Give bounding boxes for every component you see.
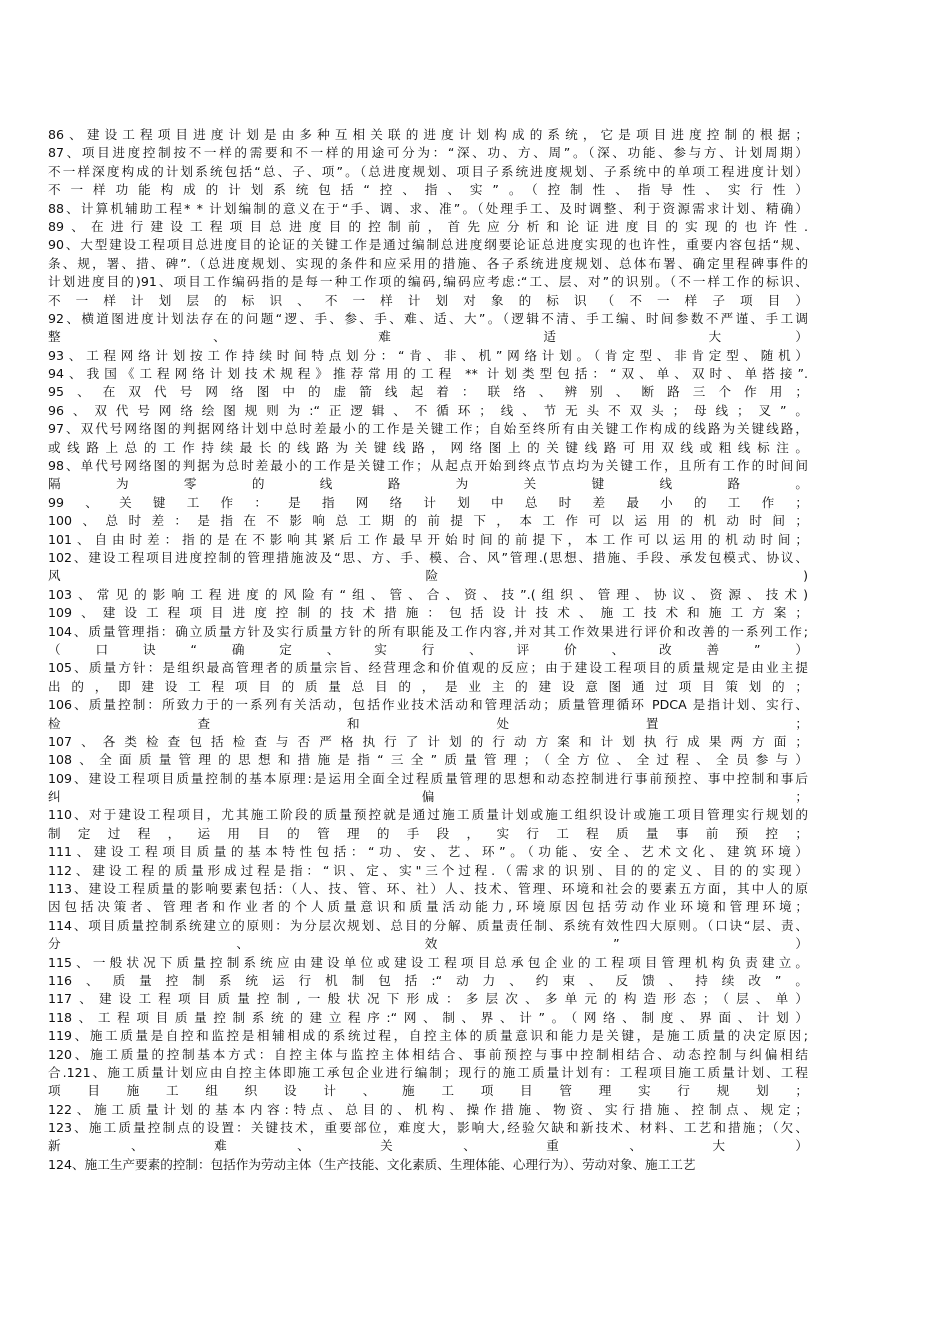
text-line: 风险): [48, 568, 808, 584]
text-line: 96、双代号网络绘图规则为:“正逻辑、不循环；线、节无头不双头；母线；叉”。: [48, 402, 808, 418]
text-line: 100、总时差：是指在不影响总工期的前提下，本工作可以运用的机动时间；: [48, 513, 808, 529]
text-line: 102、建设工程项目进度控制的管理措施波及“思、方、手、模、合、风”管理.(思想、措施、手段、承发包模式、协议、: [48, 549, 808, 565]
text-line: 或线路上总的工作持续最长的线路为关键线路，网络图上的关键线路可用双线或粗线标注。: [48, 439, 808, 455]
text-line: 116、质量控制系统运行机制包括:“动力、约束、反馈、持续改”。: [48, 972, 808, 988]
text-line: 118、工程项目质量控制系统的建立程序:“网、制、界、计”。（网络、制度、界面、计划）: [48, 1009, 808, 1025]
text-line: 114、项目质量控制系统建立的原则：为分层次规划、总目的分解、质量责任制、系统有效性四大原则。（口诀“层、责、: [48, 917, 808, 933]
text-line: 纠偏；: [48, 789, 808, 805]
text-line: 87、项目进度控制按不一样的需要和不一样的用途可分为：“深、功、方、周”。（深、功能、参与方、计划周期）: [48, 145, 808, 161]
text-line: 95、在双代号网络图中的虚箭线起着：联络、辨别、断路三个作用；: [48, 384, 808, 400]
text-line: 不一样深度构成的计划系统包括“总、子、项”。（总进度规划、项目子系统进度规划、子系统中的单项工程进度计划）: [48, 163, 808, 179]
text-line: 不一样功能构成的计划系统包括“控、指、实”。（控制性、指导性、实行性）: [48, 182, 808, 198]
text-line: 合.121、施工质量计划应由自控主体即施工承包企业进行编制；现行的施工质量计划有：工程项目施工质量计划、工程: [48, 1064, 808, 1080]
text-line: 计划进度目的)91、项目工作编码指的是每一种工作项的编码,编码应考虑:“工、层、对”的识别。（不一样工作的标识、: [48, 274, 808, 290]
text-line: 123、施工质量控制点的设置：关键技术，重要部位，难度大，影响大,经验欠缺和新技术、材料、工艺和措施；（欠、: [48, 1120, 808, 1136]
text-line: 隔为零的线路为关键线路。: [48, 476, 808, 492]
text-line: 111、建设工程项目质量的基本特性包括：“功、安、艺、环”。（功能、安全、艺术文化、建筑环境）: [48, 844, 808, 860]
text-line: 条、规，署、措、碑”.（总进度规划、实现的条件和应采用的措施、各子系统进度规划、总体布署、确定里程碑事件的: [48, 255, 808, 271]
text-line: 整 、 难 适 大）: [48, 329, 808, 345]
text-line: 新、难、关、重、大）: [48, 1138, 808, 1154]
text-line: 107、各类检查包括检查与否严格执行了计划的行动方案和计划执行成果两方面；: [48, 733, 808, 749]
text-line: 90、大型建设工程项目总进度目的论证的关键工作是通过编制总进度纲要论证总进度实现的也许性，重要内容包括“规、: [48, 237, 808, 253]
text-line: 108、全面质量管理的思想和措施是指“三全”质量管理；（全方位、全过程、全员参与）: [48, 752, 808, 768]
text-line: 出的，即建设工程项目的质量总目的，是业主的建设意图通过项目策划的；: [48, 678, 808, 694]
text-line: 110、对于建设工程项目，尤其施工阶段的质量预控就是通过施工质量计划或施工组织设计或施工项目管理实行规划的: [48, 807, 808, 823]
text-line: 制定过程，运用目的管理的手段，实行工程质量事前预控；: [48, 825, 808, 841]
text-line: 项目施工组织设计、施工项目管理实行规划；: [48, 1083, 808, 1099]
text-line: 分、效”）: [48, 936, 808, 952]
text-line: 117、建设工程项目质量控制,一般状况下形成：多层次、多单元的构造形态；（层、单）: [48, 991, 808, 1007]
text-line: 97、双代号网络图的判据网络计划中总时差最小的工作是关键工作；自始至终所有由关键工作构成的线路为关键线路，: [48, 421, 808, 437]
text-line: 93、工程网络计划按工作持续时间特点划分：“肯、非、机”网络计划。（肯定型、非肯定型、随机）: [48, 347, 808, 363]
text-line: 103、常见的影响工程进度的风险有“组、管、合、资、技”.(组织、管理、协议、资源、技术): [48, 586, 808, 602]
text-line: 105、质量方针：是组织最高管理者的质量宗旨、经营理念和价值观的反应；由于建设工程项目的质量规定是由业主提: [48, 660, 808, 676]
text-line: 109、建设工程项目进度控制的技术措施：包括设计技术、施工技术和施工方案；: [48, 605, 808, 621]
text-line: 92、横道图进度计划法存在的问题“逻、手、参、手、难、适、大”。（逻辑不清、手工编、时间参数不严谨、手工调: [48, 310, 808, 326]
text-line: 122、施工质量计划的基本内容:特点、总目的、机构、操作措施、物资、实行措施、控制点、规定；: [48, 1101, 808, 1117]
text-line: （口诀“确定、实行、评价、改善”）: [48, 641, 808, 657]
text-line: 101、自由时差：指的是在不影响其紧后工作最早开始时间的前提下，本工作可以运用的机动时间；: [48, 531, 808, 547]
document-body: [48, 126, 808, 1174]
text-line: 98、单代号网络图的判据为总时差最小的工作是关键工作；从起点开始到终点节点均为关键工作，且所有工作的时间间: [48, 458, 808, 474]
text-line: 115、一般状况下质量控制系统应由建设单位或建设工程项目总承包企业的工程项目管理机构负责建立。: [48, 954, 808, 970]
text-line: 120、施工质量的控制基本方式：自控主体与监控主体相结合、事前预控与事中控制相结合、动态控制与纠偏相结: [48, 1046, 808, 1062]
text-line: 113、建设工程质量的影响要素包括:（人、技、管、环、社）人、技术、管理、环境和社会的要素五方面，其中人的原: [48, 881, 808, 897]
text-line: 因包括决策者、管理者和作业者的个人质量意识和质量活动能力,环境原因包括劳动作业环境和管理环境；: [48, 899, 808, 915]
text-line: 104、质量管理指：确立质量方针及实行质量方针的所有职能及工作内容,并对其工作效果进行评价和改善的一系列工作;: [48, 623, 808, 639]
text-line: 检查和处置；: [48, 715, 808, 731]
text-line: 94、我国《工程网络计划技术规程》推荐常用的工程 ** 计划类型包括：“双、单、双时、单搭接”.: [48, 366, 808, 382]
text-line: 89、在进行建设工程项目总进度目的控制前，首先应分析和论证进度目的实现的也许性.: [48, 218, 808, 234]
text-line: 112、建设工程的质量形成过程是指：“识、定、实"三个过程.（需求的识别、目的的定义、目的的实现）: [48, 862, 808, 878]
text-line: 119、施工质量是自控和监控是相辅相成的系统过程，自控主体的质量意识和能力是关键，是施工质量的决定原因;: [48, 1028, 808, 1044]
text-line: 124、施工生产要素的控制：包括作为劳动主体（生产技能、文化素质、生理体能、心理行为）、劳动对象、施工工艺: [48, 1156, 696, 1172]
text-line: 86、建设工程项目进度计划是由多种互相关联的进度计划构成的系统，它是项目进度控制的根据；: [48, 127, 808, 142]
text-line: 88、计算机辅助工程* * 计划编制的意义在于“手、调、求、准”。（处理手工、及时调整、利于资源需求计划、精确）: [48, 200, 808, 216]
text-line: 109、建设工程项目质量控制的基本原理:是运用全面全过程质量管理的思想和动态控制进行事前预控、事中控制和事后: [48, 770, 808, 786]
text-line: 99、关键工作：是指网络计划中总时差最小的工作；: [48, 494, 808, 510]
text-line: 106、质量控制：所致力于的一系列有关活动，包括作业技术活动和管理活动；质量管理循环 PDCA 是指计划、实行、: [48, 697, 808, 713]
text-line: 不一样计划层的标识、不一样计划对象的标识（不一样子项目）: [48, 292, 808, 308]
